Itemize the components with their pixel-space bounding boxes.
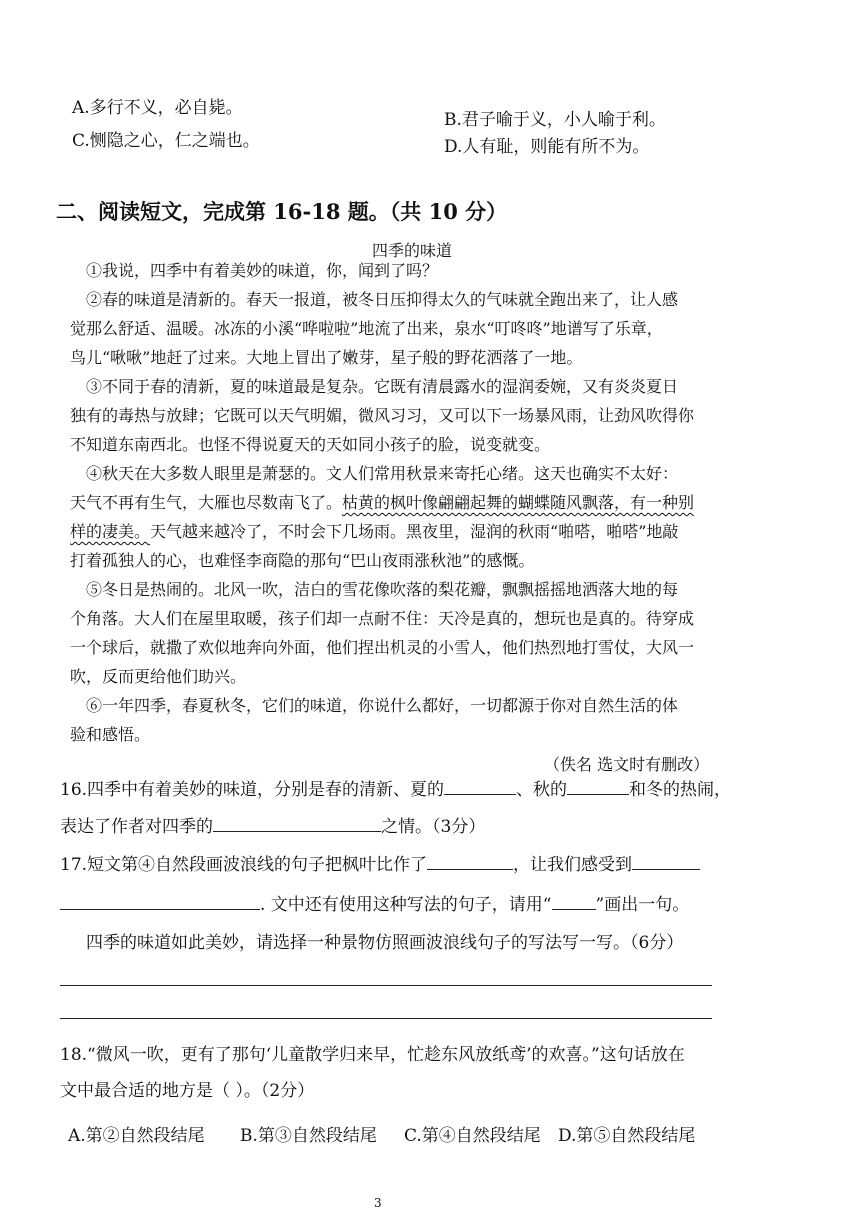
question-18-line-1: 18.“微风一吹，更有了那句‘儿童散学归来早，忙趁东风放纸鸢’的欢喜。”这句话放在	[60, 1045, 685, 1065]
question-16-line-1	[60, 773, 731, 807]
paragraph-4-line-3-plain: 天气越来越冷了，不时会下几场雨。黑夜里，湿润的秋雨“啪嗒，啪嗒”地敲	[150, 522, 679, 541]
paragraph-6-line-2: 验和感悟。	[70, 725, 151, 744]
section-heading: 二、阅读短文，完成第 16-18 题。（共 10 分）	[56, 199, 508, 224]
q18-option-d: D.第⑤自然段结尾	[558, 1126, 696, 1146]
paragraph-5-line-2: 个角落。大人们在屋里取暖，孩子们却一点耐不住：天冷是真的，想玩也是真的。待穿成	[70, 609, 695, 628]
q17-text-b: ，让我们感受到	[513, 855, 633, 875]
paragraph-5-line-3: 一个球后，就撒了欢似地奔向外面，他们捏出机灵的小雪人，他们热烈地打雪仗，大风一	[70, 638, 695, 657]
option-c: C.恻隐之心，仁之端也。	[72, 131, 260, 151]
option-b: B.君子喻于义，小人喻于利。	[444, 110, 666, 130]
q17-text-c: . 文中还有使用这种写法的句子，请用“	[260, 895, 552, 915]
paragraph-2-line-2: 觉那么舒适、温暖。冰冻的小溪“哗啦啦”地流了出来，泉水“叮咚咚”地谱写了乐章，	[70, 319, 663, 338]
q17-text-d: ”画出一句。	[595, 895, 690, 915]
q16-text-e: 之情。（3分）	[381, 817, 486, 837]
paragraph-1: ①我说，四季中有着美妙的味道，你，闻到了吗？	[86, 261, 439, 280]
paragraph-5-line-4: 吹，反而更给他们助兴。	[70, 667, 247, 686]
paragraph-2-line-1: ②春的味道是清新的。春天一报道，被冬日压抑得太久的气味就全跑出来了，让人感	[86, 290, 679, 309]
paragraph-4-line-4: 打着孤独人的心，也难怪李商隐的那句“巴山夜雨涨秋池”的感慨。	[70, 551, 535, 570]
paragraph-6-line-1: ⑥一年四季，春夏秋冬，它们的味道，你说什么都好，一切都源于你对自然生活的体	[86, 696, 679, 715]
q16-blank-summer[interactable]	[444, 776, 516, 795]
q16-blank-feeling[interactable]	[213, 813, 381, 832]
paragraph-3-line-2: 独有的毒热与放肆；它既可以天气明媚，微风习习，又可以下一场暴风雨，让劲风吹得你	[70, 406, 695, 425]
q17-blank-feeling-start[interactable]	[632, 851, 700, 870]
q18-option-c: C.第④自然段结尾	[404, 1126, 541, 1146]
question-17-line-3: 四季的味道如此美妙，请选择一种景物仿照画波浪线句子的写法写一写。（6分）	[86, 933, 684, 953]
paragraph-4-line-1: ④秋天在大多数人眼里是萧瑟的。文人们常用秋景来寄托心绪。这天也确实不太好：	[86, 464, 679, 483]
option-d: D.人有耻，则能有所不为。	[444, 137, 650, 157]
question-16-line-2	[60, 810, 485, 844]
paragraph-3-line-1: ③不同于春的清新，夏的味道最是复杂。它既有清晨露水的湿润委婉，又有炎炎夏日	[86, 377, 679, 396]
q17-text-a: 17.短文第④自然段画波浪线的句子把枫叶比作了	[60, 855, 428, 875]
q16-text-b: 、秋的	[516, 780, 568, 800]
wavy-underlined-sentence-part-1: 枯黄的枫叶像翩翩起舞的蝴蝶随风飘落，有一种别	[342, 493, 695, 512]
q17-blank-feeling-end[interactable]	[60, 891, 260, 910]
answer-line-1[interactable]	[60, 985, 712, 986]
article-source: （佚名 选文时有删改）	[544, 755, 710, 774]
q16-text-d: 表达了作者对四季的	[60, 817, 213, 837]
paragraph-4-line-2-plain: 天气不再有生气，大雁也尽数南飞了。	[70, 493, 343, 512]
q17-blank-metaphor[interactable]	[427, 851, 513, 870]
wavy-underlined-sentence-part-2: 样的凄美。	[70, 522, 151, 541]
page-number: 3	[374, 1196, 382, 1210]
q16-blank-autumn[interactable]	[567, 776, 629, 795]
paragraph-2-line-3: 鸟儿“啾啾”地赶了过来。大地上冒出了嫩芽，星子般的野花洒落了一地。	[70, 348, 583, 367]
q18-option-a: A.第②自然段结尾	[68, 1126, 205, 1146]
option-a: A.多行不义，必自毙。	[72, 98, 243, 118]
paragraph-4-line-2	[70, 488, 694, 517]
paragraph-3-line-3: 不知道东南西北。也怪不得说夏天的天如同小孩子的脸，说变就变。	[70, 435, 551, 454]
question-17-line-2	[60, 888, 689, 922]
q16-text-c: 和冬的热闹，	[629, 780, 732, 800]
q16-text-a: 16.四季中有着美妙的味道，分别是春的清新、夏的	[60, 780, 445, 800]
question-17-line-1	[60, 848, 700, 882]
paragraph-5-line-1: ⑤冬日是热闹的。北风一吹，洁白的雪花像吹落的梨花瓣，飘飘摇摇地洒落大地的每	[86, 580, 679, 599]
answer-line-2[interactable]	[60, 1018, 712, 1019]
q17-underline-sample	[552, 891, 596, 910]
question-18-line-2: 文中最合适的地方是（ ）。（2分）	[60, 1081, 315, 1101]
paragraph-4-line-3	[70, 517, 678, 546]
article-title: 四季的味道	[372, 241, 453, 260]
q18-option-b: B.第③自然段结尾	[240, 1126, 377, 1146]
